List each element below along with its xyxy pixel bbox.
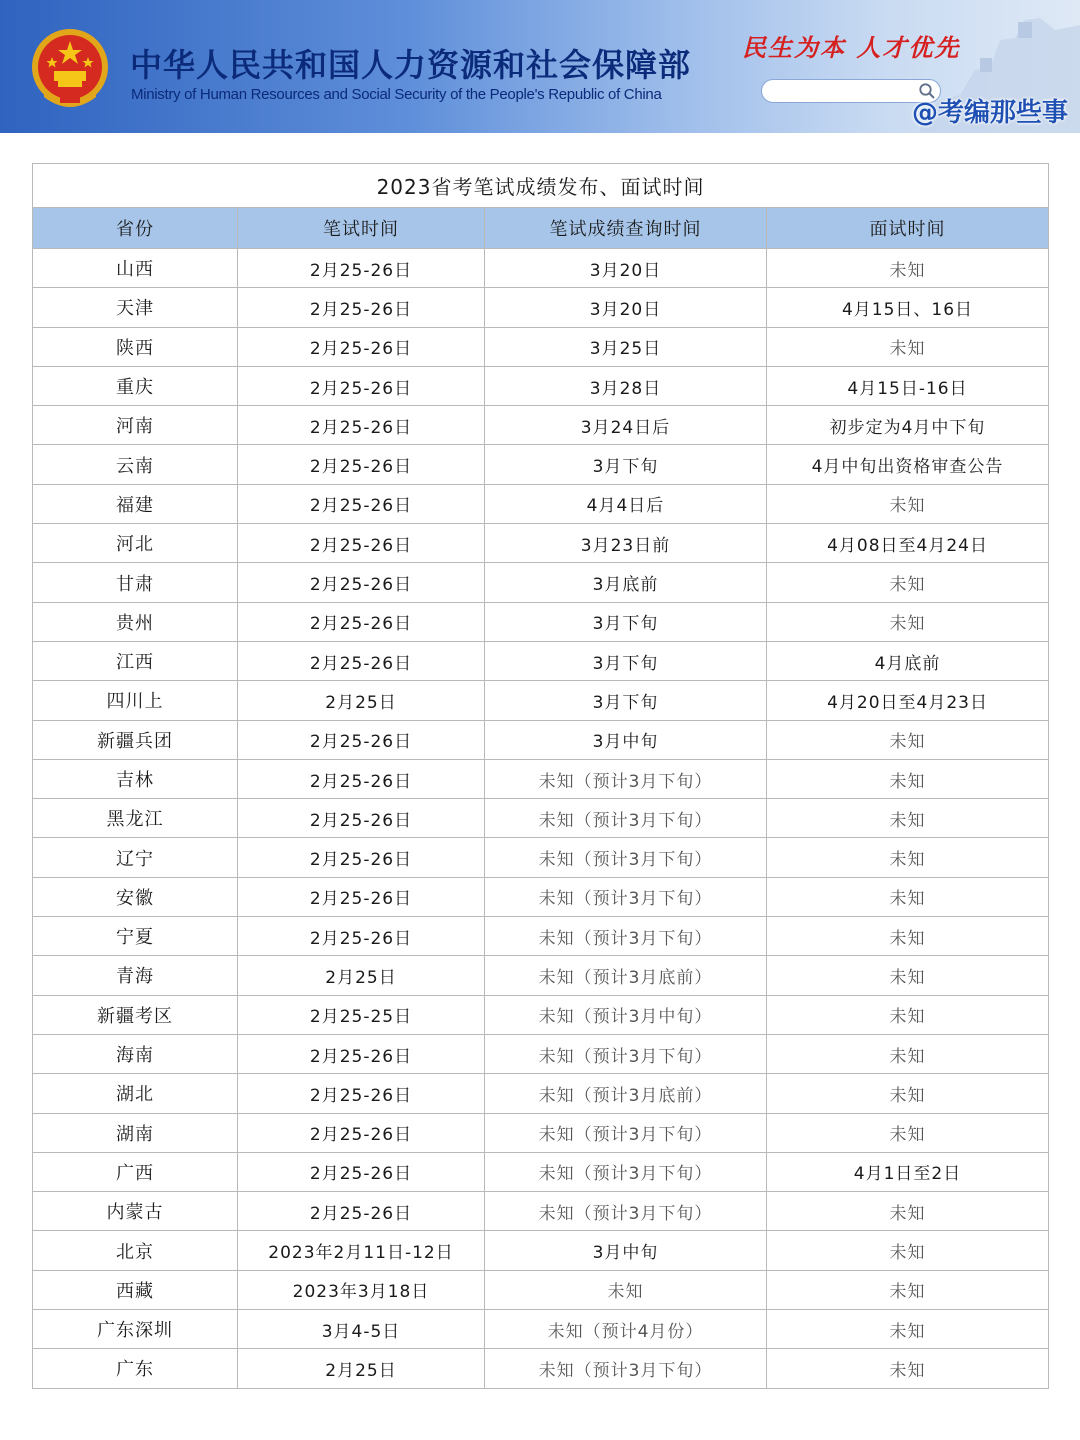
cell-province: 天津 xyxy=(33,288,238,327)
cell-exam-date: 2月25-26日 xyxy=(238,838,485,877)
cell-exam-date: 2月25-26日 xyxy=(238,406,485,445)
table-row xyxy=(33,288,1049,327)
table-row xyxy=(33,1192,1049,1231)
table-row xyxy=(33,759,1049,798)
cell-province: 贵州 xyxy=(33,602,238,641)
cell-province: 宁夏 xyxy=(33,917,238,956)
cell-score-query: 3月下旬 xyxy=(485,602,767,641)
table-row xyxy=(33,681,1049,720)
cell-score-query: 3月24日后 xyxy=(485,406,767,445)
cell-province: 云南 xyxy=(33,445,238,484)
slogan: 民生为本 人才优先 xyxy=(742,33,961,62)
national-emblem-icon xyxy=(30,27,110,113)
table-row xyxy=(33,720,1049,759)
cell-exam-date: 2月25-25日 xyxy=(238,995,485,1034)
cell-score-query: 3月23日前 xyxy=(485,524,767,563)
cell-province: 广东深圳 xyxy=(33,1310,238,1349)
table-row xyxy=(33,1310,1049,1349)
cell-score-query: 3月中旬 xyxy=(485,720,767,759)
cell-interview: 未知 xyxy=(767,995,1049,1034)
table-body xyxy=(33,249,1049,1389)
cell-interview: 未知 xyxy=(767,1034,1049,1073)
cell-score-query: 未知（预计3月下旬） xyxy=(485,759,767,798)
cell-province: 湖南 xyxy=(33,1113,238,1152)
cell-province: 江西 xyxy=(33,641,238,680)
cell-interview: 4月底前 xyxy=(767,641,1049,680)
table-row xyxy=(33,445,1049,484)
cell-province: 新疆兵团 xyxy=(33,720,238,759)
cell-exam-date: 2月25-26日 xyxy=(238,563,485,602)
cell-exam-date: 2月25-26日 xyxy=(238,288,485,327)
table-row xyxy=(33,1074,1049,1113)
column-header-interview: 面试时间 xyxy=(767,208,1049,249)
cell-score-query: 未知（预计3月下旬） xyxy=(485,877,767,916)
cell-interview: 未知 xyxy=(767,877,1049,916)
cell-interview: 未知 xyxy=(767,249,1049,288)
table-row xyxy=(33,1231,1049,1270)
cell-exam-date: 2月25-26日 xyxy=(238,1113,485,1152)
cell-exam-date: 2月25-26日 xyxy=(238,799,485,838)
cell-score-query: 未知（预计3月下旬） xyxy=(485,799,767,838)
cell-province: 重庆 xyxy=(33,366,238,405)
cell-province: 吉林 xyxy=(33,759,238,798)
cell-exam-date: 2023年3月18日 xyxy=(238,1270,485,1309)
cell-exam-date: 2月25-26日 xyxy=(238,366,485,405)
cell-province: 陕西 xyxy=(33,327,238,366)
cell-exam-date: 2月25日 xyxy=(238,681,485,720)
cell-interview: 未知 xyxy=(767,1310,1049,1349)
table-row xyxy=(33,1349,1049,1388)
cell-interview: 4月15日-16日 xyxy=(767,366,1049,405)
cell-score-query: 未知（预计3月下旬） xyxy=(485,1113,767,1152)
cell-province: 广西 xyxy=(33,1152,238,1191)
cell-score-query: 未知 xyxy=(485,1270,767,1309)
cell-exam-date: 2月25-26日 xyxy=(238,641,485,680)
cell-exam-date: 2月25日 xyxy=(238,1349,485,1388)
table-row xyxy=(33,366,1049,405)
table-row xyxy=(33,995,1049,1034)
cell-interview: 未知 xyxy=(767,327,1049,366)
cell-score-query: 未知（预计4月份） xyxy=(485,1310,767,1349)
cell-exam-date: 2月25-26日 xyxy=(238,249,485,288)
ministry-title-en: Ministry of Human Resources and Social Security of the People's Republic of China xyxy=(131,86,662,103)
exam-schedule-table-wrapper xyxy=(32,163,1048,1389)
cell-score-query: 3月下旬 xyxy=(485,681,767,720)
table-row xyxy=(33,327,1049,366)
table-row xyxy=(33,484,1049,523)
cell-province: 黑龙江 xyxy=(33,799,238,838)
cell-interview: 未知 xyxy=(767,484,1049,523)
cell-interview: 未知 xyxy=(767,917,1049,956)
cell-interview: 未知 xyxy=(767,799,1049,838)
cell-score-query: 3月20日 xyxy=(485,249,767,288)
table-row xyxy=(33,877,1049,916)
cell-exam-date: 2023年2月11日-12日 xyxy=(238,1231,485,1270)
cell-score-query: 未知（预计3月底前） xyxy=(485,1074,767,1113)
column-header-province: 省份 xyxy=(33,208,238,249)
cell-exam-date: 2月25日 xyxy=(238,956,485,995)
cell-exam-date: 2月25-26日 xyxy=(238,1152,485,1191)
table-row xyxy=(33,1152,1049,1191)
cell-score-query: 未知（预计3月底前） xyxy=(485,956,767,995)
cell-interview: 4月中旬出资格审查公告 xyxy=(767,445,1049,484)
cell-interview: 未知 xyxy=(767,1231,1049,1270)
table-row xyxy=(33,956,1049,995)
cell-province: 河南 xyxy=(33,406,238,445)
cell-province: 广东 xyxy=(33,1349,238,1388)
cell-score-query: 3月下旬 xyxy=(485,445,767,484)
cell-score-query: 未知（预计3月下旬） xyxy=(485,838,767,877)
cell-interview: 未知 xyxy=(767,1349,1049,1388)
cell-exam-date: 2月25-26日 xyxy=(238,524,485,563)
cell-province: 北京 xyxy=(33,1231,238,1270)
table-row xyxy=(33,1270,1049,1309)
cell-interview: 4月1日至2日 xyxy=(767,1152,1049,1191)
cell-interview: 未知 xyxy=(767,1270,1049,1309)
cell-score-query: 4月4日后 xyxy=(485,484,767,523)
table-row xyxy=(33,838,1049,877)
cell-score-query: 3月底前 xyxy=(485,563,767,602)
cell-score-query: 3月25日 xyxy=(485,327,767,366)
cell-score-query: 3月下旬 xyxy=(485,641,767,680)
cell-score-query: 3月中旬 xyxy=(485,1231,767,1270)
cell-exam-date: 2月25-26日 xyxy=(238,917,485,956)
cell-exam-date: 2月25-26日 xyxy=(238,1034,485,1073)
cell-province: 西藏 xyxy=(33,1270,238,1309)
cell-score-query: 未知（预计3月下旬） xyxy=(485,1152,767,1191)
table-row xyxy=(33,249,1049,288)
cell-province: 甘肃 xyxy=(33,563,238,602)
cell-exam-date: 2月25-26日 xyxy=(238,1192,485,1231)
cell-exam-date: 3月4-5日 xyxy=(238,1310,485,1349)
table-header-row xyxy=(33,208,1049,249)
column-header-exam-date: 笔试时间 xyxy=(238,208,485,249)
cell-exam-date: 2月25-26日 xyxy=(238,327,485,366)
cell-interview: 未知 xyxy=(767,602,1049,641)
table-row xyxy=(33,602,1049,641)
table-row xyxy=(33,563,1049,602)
cell-exam-date: 2月25-26日 xyxy=(238,602,485,641)
table-row xyxy=(33,1113,1049,1152)
cell-interview: 4月15日、16日 xyxy=(767,288,1049,327)
cell-interview: 未知 xyxy=(767,720,1049,759)
cell-score-query: 未知（预计3月下旬） xyxy=(485,1349,767,1388)
cell-interview: 4月20日至4月23日 xyxy=(767,681,1049,720)
cell-score-query: 3月20日 xyxy=(485,288,767,327)
table-row xyxy=(33,641,1049,680)
cell-interview: 未知 xyxy=(767,759,1049,798)
cell-score-query: 未知（预计3月中旬） xyxy=(485,995,767,1034)
table-row xyxy=(33,406,1049,445)
cell-province: 内蒙古 xyxy=(33,1192,238,1231)
cell-interview: 未知 xyxy=(767,1113,1049,1152)
cell-province: 山西 xyxy=(33,249,238,288)
cell-province: 四川上 xyxy=(33,681,238,720)
cell-exam-date: 2月25-26日 xyxy=(238,759,485,798)
cell-province: 福建 xyxy=(33,484,238,523)
cell-score-query: 未知（预计3月下旬） xyxy=(485,1034,767,1073)
cell-score-query: 未知（预计3月下旬） xyxy=(485,917,767,956)
cell-province: 新疆考区 xyxy=(33,995,238,1034)
cell-province: 河北 xyxy=(33,524,238,563)
cell-interview: 未知 xyxy=(767,956,1049,995)
cell-interview: 4月08日至4月24日 xyxy=(767,524,1049,563)
cell-exam-date: 2月25-26日 xyxy=(238,445,485,484)
table-row xyxy=(33,524,1049,563)
cell-score-query: 未知（预计3月下旬） xyxy=(485,1192,767,1231)
cell-province: 海南 xyxy=(33,1034,238,1073)
cell-interview: 未知 xyxy=(767,838,1049,877)
cell-province: 安徽 xyxy=(33,877,238,916)
watermark: @考编那些事 xyxy=(912,98,1069,128)
ministry-banner xyxy=(0,0,1080,133)
exam-schedule-table xyxy=(32,163,1049,1389)
cell-province: 湖北 xyxy=(33,1074,238,1113)
cell-province: 青海 xyxy=(33,956,238,995)
table-caption: 2023省考笔试成绩发布、面试时间 xyxy=(33,164,1049,208)
cell-interview: 未知 xyxy=(767,563,1049,602)
table-row xyxy=(33,917,1049,956)
cell-interview: 初步定为4月中下旬 xyxy=(767,406,1049,445)
table-row xyxy=(33,1034,1049,1073)
cell-province: 辽宁 xyxy=(33,838,238,877)
cell-exam-date: 2月25-26日 xyxy=(238,484,485,523)
table-row xyxy=(33,799,1049,838)
cell-exam-date: 2月25-26日 xyxy=(238,877,485,916)
cell-exam-date: 2月25-26日 xyxy=(238,720,485,759)
cell-interview: 未知 xyxy=(767,1192,1049,1231)
cell-interview: 未知 xyxy=(767,1074,1049,1113)
cell-score-query: 3月28日 xyxy=(485,366,767,405)
ministry-title-cn: 中华人民共和国人力资源和社会保障部 xyxy=(130,46,692,84)
cell-exam-date: 2月25-26日 xyxy=(238,1074,485,1113)
column-header-score-query: 笔试成绩查询时间 xyxy=(485,208,767,249)
